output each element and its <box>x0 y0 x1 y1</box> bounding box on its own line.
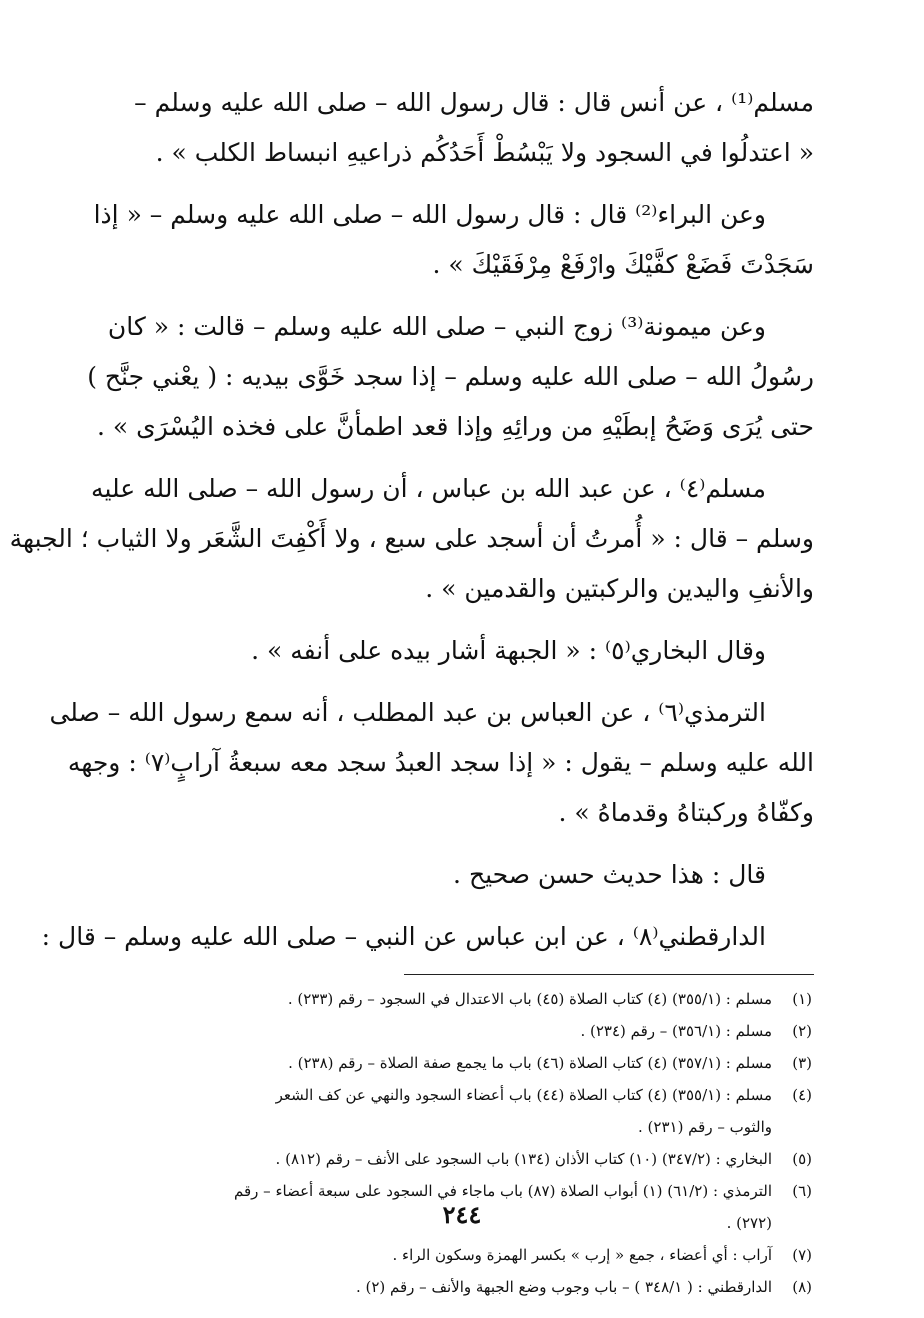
text-line: مسلم⁽¹⁾ ، عن أنس قال : قال رسول الله – صلى الله عليه وسلم – <box>134 88 814 117</box>
text-line: مسلم⁽٤⁾ ، عن عبد الله بن عباس ، أن رسول الله – صلى الله عليه <box>91 474 766 503</box>
footnotes <box>108 983 814 1303</box>
text-line: وقال البخاري⁽٥⁾ : « الجبهة أشار بيده على أنفه » . <box>251 636 766 665</box>
footnote-line: البخاري : (٣٤٧/٢) (١٠) كتاب الأذان (١٣٤) باب السجود على الأنف – رقم (٨١٢) . <box>275 1150 772 1168</box>
paragraph <box>87 302 814 452</box>
footnote <box>108 1079 812 1143</box>
page-number: ٢٤٤ <box>442 1200 482 1229</box>
footnote-text <box>108 1079 772 1143</box>
paragraph <box>41 912 814 962</box>
footnote-line: آراب : أي أعضاء ، جمع « إرب » بكسر الهمزة وسكون الراء . <box>392 1246 772 1264</box>
text-line: سَجَدْتَ فَضَعْ كفَّيْكَ وارْفَعْ مِرْفَقَيْكَ » . <box>432 250 814 279</box>
footnote <box>108 1015 812 1047</box>
footnote-text <box>108 1271 772 1303</box>
text-line: والأنفِ واليدين والركبتين والقدمين » . <box>425 574 814 603</box>
footnote-number: (٨) <box>792 1278 812 1296</box>
footnote-text <box>108 983 772 1015</box>
footnote <box>108 1239 812 1271</box>
text-line: رسُولُ الله – صلى الله عليه وسلم – إذا سجد خَوَّى بيديه : ( يعْني جنَّح ) <box>87 362 814 391</box>
text-line: وعن ميمونة⁽³⁾ زوج النبي – صلى الله عليه وسلم – قالت : « كان <box>107 312 766 341</box>
footnote-number: (١) <box>792 990 812 1008</box>
footnote-number: (٣) <box>792 1054 812 1072</box>
text-line: الله عليه وسلم – يقول : « إذا سجد العبدُ سجد معه سبعةُ آرابٍ⁽٧⁾ : وجهه <box>67 748 814 777</box>
footnote-text <box>108 1015 772 1047</box>
main-text <box>9 78 814 962</box>
footnote-line: مسلم : (٣٥٥/١) (٤) كتاب الصلاة (٤٥) باب الاعتدال في السجود – رقم (٢٣٣) . <box>287 990 772 1008</box>
footnote-number: (٢) <box>792 1022 812 1040</box>
footnote-number: (٦) <box>792 1182 812 1200</box>
text-line: وسلم – قال : « أُمرتُ أن أسجد على سبع ، ولا أَكْفِتَ الشَّعَر ولا الثياب ؛ الجبهة <box>9 524 814 553</box>
footnote-line: الترمذي : (٦١/٢) (١) أبواب الصلاة (٨٧) باب ماجاء في السجود على سبعة أعضاء – رقم <box>234 1182 772 1200</box>
footnote-line: مسلم : (٣٥٧/١) (٤) كتاب الصلاة (٤٦) باب ما يجمع صفة الصلاة – رقم (٢٣٨) . <box>288 1054 772 1072</box>
paragraph <box>108 78 814 178</box>
footnote-line: مسلم : (٣٥٦/١) – رقم (٢٣٤) . <box>580 1022 772 1040</box>
footnote <box>108 1143 812 1175</box>
paragraph <box>93 190 814 290</box>
footnote-text <box>108 1047 772 1079</box>
footnote <box>108 983 812 1015</box>
footnote-number: (٧) <box>792 1246 812 1264</box>
paragraph <box>108 850 814 900</box>
text-line: الترمذي⁽٦⁾ ، عن العباس بن عبد المطلب ، أنه سمع رسول الله – صلى <box>49 698 766 727</box>
text-line: « اعتدلُوا في السجود ولا يَبْسُطْ أَحَدُكُم ذراعيهِ انبساط الكلب » . <box>155 138 814 167</box>
footnote-number: (٤) <box>792 1086 812 1104</box>
text-line: وعن البراء⁽²⁾ قال : قال رسول الله – صلى الله عليه وسلم – « إذا <box>93 200 766 229</box>
footnote-line: الدارقطني : ( ٣٤٨/١ ) – باب وجوب وضع الجبهة والأنف – رقم (٢) . <box>355 1278 772 1296</box>
footnote-separator <box>404 974 814 975</box>
footnote-number: (٥) <box>792 1150 812 1168</box>
footnote-text <box>108 1239 772 1271</box>
text-line: الدارقطني⁽٨⁾ ، عن ابن عباس عن النبي – صلى الله عليه وسلم – قال : <box>41 922 766 951</box>
footnote <box>108 1047 812 1079</box>
footnote-line: (٢٧٢) . <box>726 1214 772 1232</box>
text-line: حتى يُرَى وَضَحُ إبطَيْهِ من ورائِهِ وإذا قعد اطمأنَّ على فخذه اليُسْرَى » . <box>97 412 814 441</box>
footnote-line: والثوب – رقم (٢٣١) . <box>638 1118 772 1136</box>
paragraph <box>49 688 814 838</box>
paragraph <box>9 464 814 614</box>
footnote <box>108 1271 812 1303</box>
footnote-line: مسلم : (٣٥٥/١) (٤) كتاب الصلاة (٤٤) باب أعضاء السجود والنهي عن كف الشعر <box>275 1086 772 1104</box>
footnote-text <box>108 1143 772 1175</box>
paragraph <box>108 626 814 676</box>
text-line: وكفّاهُ وركبتاهُ وقدماهُ » . <box>558 798 814 827</box>
text-line: قال : هذا حديث حسن صحيح . <box>453 860 766 889</box>
